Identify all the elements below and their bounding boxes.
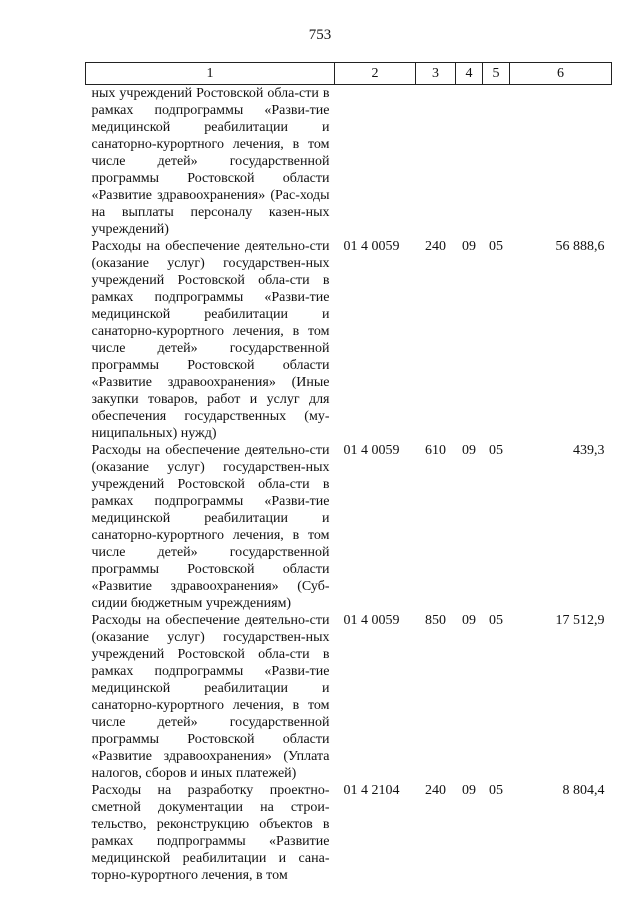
table-row xyxy=(86,612,612,782)
row-section: 09 xyxy=(462,443,476,458)
column-header-3: 3 xyxy=(416,63,456,85)
row-expense-type: 850 xyxy=(425,613,446,628)
table-row xyxy=(86,782,612,884)
row-expense-type: 240 xyxy=(425,239,446,254)
row-subsection: 05 xyxy=(489,783,503,798)
row-description: ных учреждений Ростовской обла-сти в рамках подпрограммы «Разви-тие медицинской реабилитации и санаторно-курортного лечения, в том числе детей» государственной программы Ростовской области «Развитие здравоохранения» (Рас-ходы на выплаты персоналу казен-ных учреждений) xyxy=(91,86,330,237)
column-header-5: 5 xyxy=(483,63,510,85)
row-subsection: 05 xyxy=(489,613,503,628)
row-description: Расходы на обеспечение деятельно-сти (оказание услуг) государствен-ных учреждений Ростовской обла-сти в рамках подпрограммы «Разви-тие медицинской реабилитации и санаторно-курортного лечения, в том числе детей» государственной программы Ростовской области «Развитие здравоохранения» (Уплата налогов, сборов и иных платежей) xyxy=(91,613,330,781)
row-target-code: 01 4 0059 xyxy=(343,239,400,254)
column-header-1: 1 xyxy=(86,63,335,85)
row-expense-type: 610 xyxy=(425,443,446,458)
row-amount xyxy=(510,85,612,239)
column-header-2: 2 xyxy=(335,63,416,85)
table-row xyxy=(86,85,612,239)
budget-table xyxy=(85,62,612,884)
row-target-code: 01 4 2104 xyxy=(343,783,400,798)
row-section xyxy=(456,85,483,239)
table-row xyxy=(86,442,612,612)
row-amount: 17 512,9 xyxy=(555,613,605,628)
row-expense-type xyxy=(416,85,456,239)
row-expense-type: 240 xyxy=(425,783,446,798)
page-number: 753 xyxy=(308,27,332,43)
row-section: 09 xyxy=(462,239,476,254)
column-header-6: 6 xyxy=(510,63,612,85)
row-amount: 439,3 xyxy=(573,443,605,458)
column-header-4: 4 xyxy=(456,63,483,85)
row-description: Расходы на обеспечение деятельно-сти (оказание услуг) государствен-ных учреждений Ростовской обла-сти в рамках подпрограммы «Разви-тие медицинской реабилитации и санаторно-курортного лечения, в том числе детей» государственной программы Ростовской области «Развитие здравоохранения» (Иные закупки товаров, работ и услуг для обеспечения государственных (му-ниципальных) нужд) xyxy=(91,239,330,441)
row-subsection: 05 xyxy=(489,443,503,458)
row-amount: 8 804,4 xyxy=(562,783,605,798)
table-row xyxy=(86,238,612,442)
row-subsection xyxy=(483,85,510,239)
row-description: Расходы на обеспечение деятельно-сти (оказание услуг) государствен-ных учреждений Ростовской обла-сти в рамках подпрограммы «Разви-тие медицинской реабилитации и санаторно-курортного лечения, в том числе детей» государственной программы Ростовской области «Развитие здравоохранения» (Суб-сидии бюджетным учреждениям) xyxy=(91,443,330,611)
row-target-code: 01 4 0059 xyxy=(343,613,400,628)
row-target-code: 01 4 0059 xyxy=(343,443,400,458)
row-amount: 56 888,6 xyxy=(555,239,605,254)
row-target-code xyxy=(335,85,416,239)
row-subsection: 05 xyxy=(489,239,503,254)
row-section: 09 xyxy=(462,783,476,798)
table-header-row xyxy=(86,63,612,85)
row-section: 09 xyxy=(462,613,476,628)
row-description: Расходы на разработку проектно-сметной документации на строи-тельство, реконструкцию объектов в рамках подпрограммы «Развитие медицинской реабилитации и сана-торно-курортного лечения, в том xyxy=(91,783,330,883)
